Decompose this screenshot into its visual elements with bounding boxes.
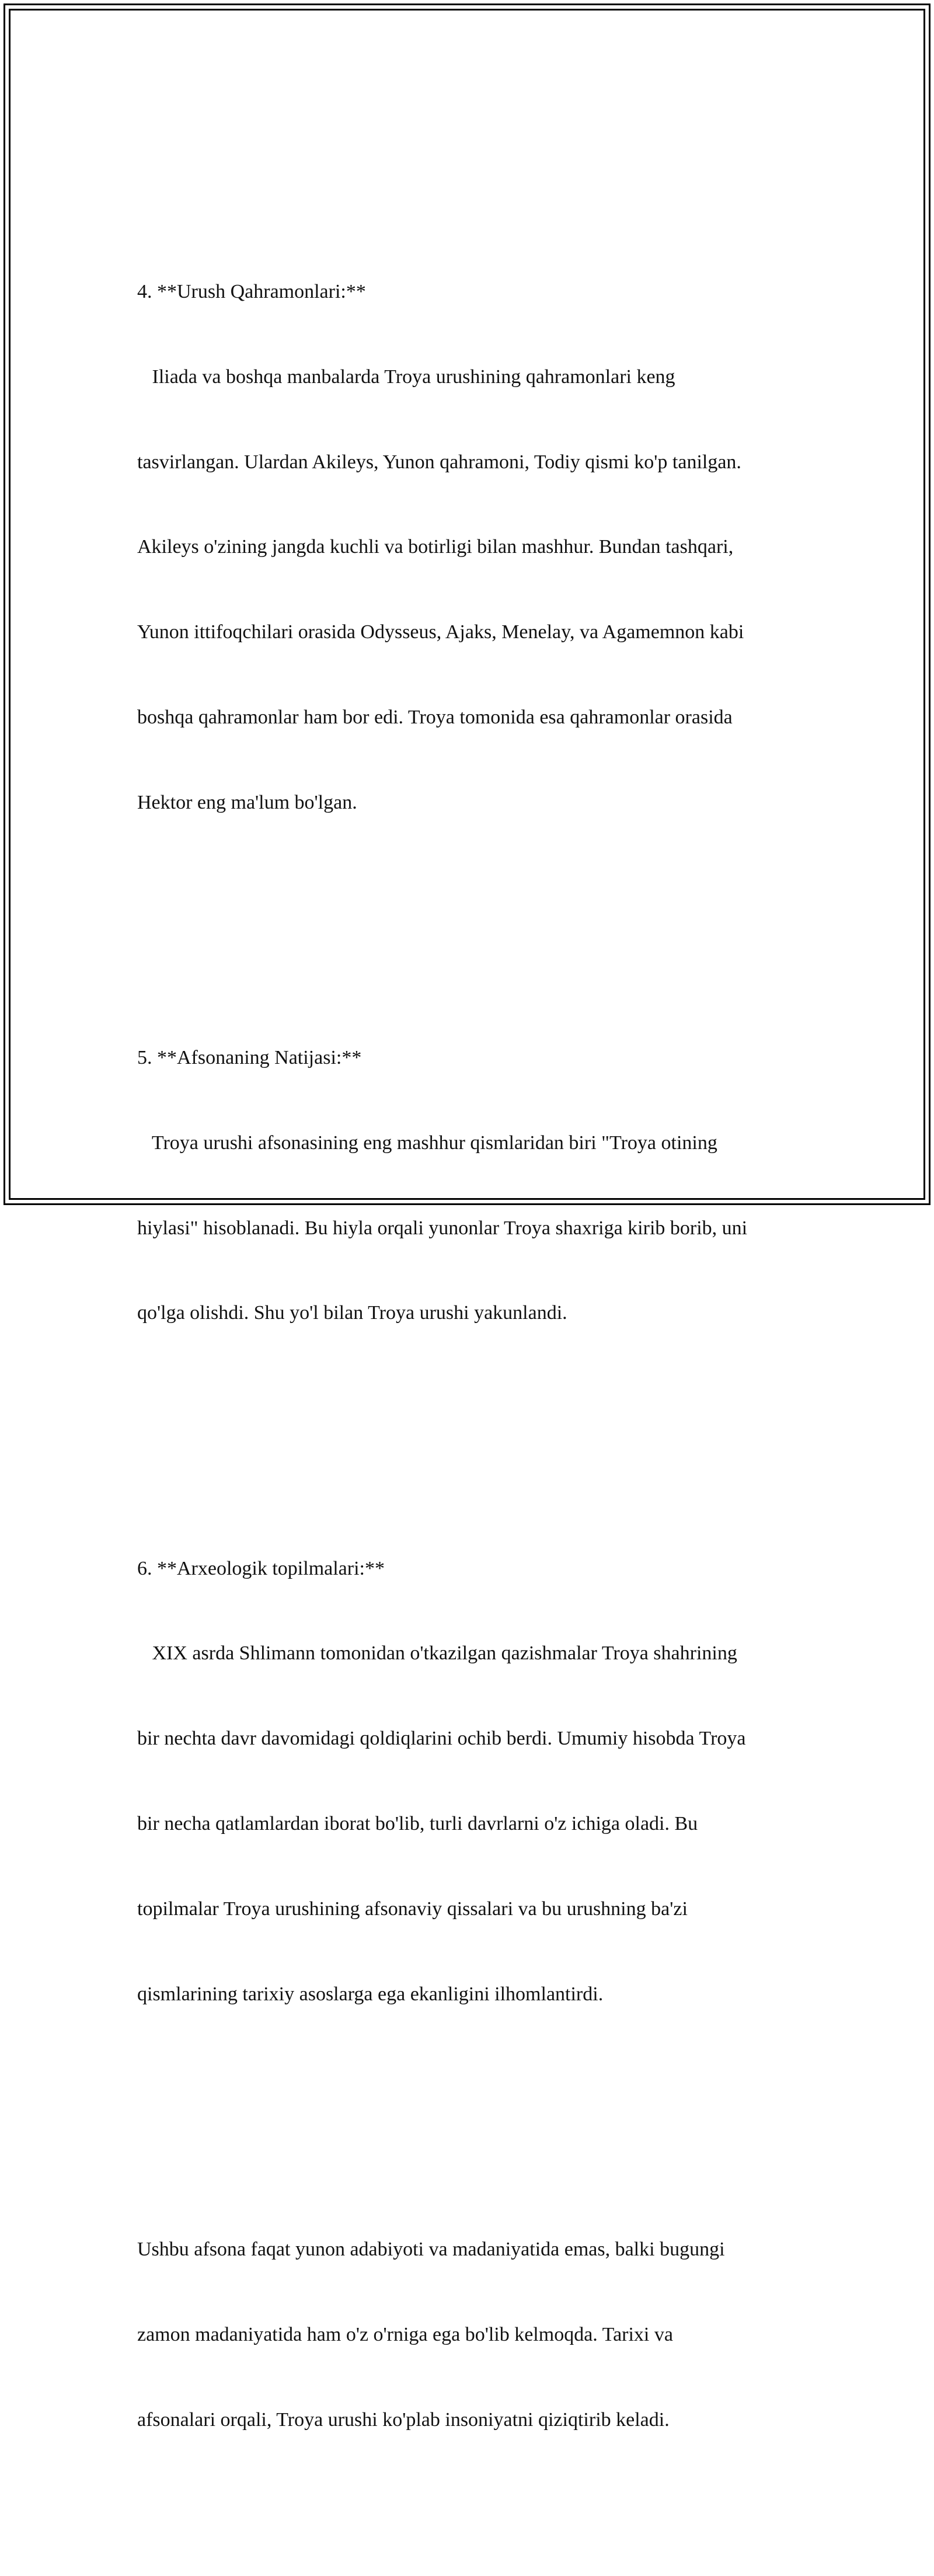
section-heading: 6. **Arxeologik topilmalari:** — [137, 1557, 385, 1579]
paragraph-line: Akileys o'zining jangda kuchli va botirligi bilan mashhur. Bundan tashqari, — [137, 536, 734, 558]
section-afsonaning-natijasi — [137, 987, 808, 1384]
paragraph-line: tasvirlangan. Ulardan Akileys, Yunon qahramoni, Todiy qismi ko'p tanilgan. — [137, 451, 741, 473]
section-arxeologik-topilmalari — [137, 1498, 808, 2066]
section-heading: 4. **Urush Qahramonlari:** — [137, 280, 366, 302]
section-urush-qahramonlari — [137, 221, 808, 874]
paragraph-line: Iliada va boshqa manbalarda Troya urushining qahramonlari keng — [137, 365, 675, 388]
closing-paragraph — [137, 2179, 808, 2491]
paragraph-line: Hektor eng ma'lum bo'lgan. — [137, 791, 357, 813]
paragraph-line: topilmalar Troya urushining afsonaviy qissalari va bu urushning ba'zi — [137, 1898, 688, 1920]
paragraph-line: XIX asrda Shlimann tomonidan o'tkazilgan qazishmalar Troya shahrining — [137, 1642, 737, 1665]
paragraph-line: hiylasi" hisoblanadi. Bu hiyla orqali yunonlar Troya shaxriga kirib borib, uni — [137, 1217, 748, 1239]
paragraph-line: zamon madaniyatida ham o'z o'rniga ega bo'lib kelmoqda. Tarixi va — [137, 2323, 673, 2345]
paragraph-line: Ushbu afsona faqat yunon adabiyoti va madaniyatida emas, balki bugungi — [137, 2238, 725, 2260]
paragraph-line: boshqa qahramonlar ham bor edi. Troya tomonida esa qahramonlar orasida — [137, 706, 733, 728]
paragraph-line: bir nechta davr davomidagi qoldiqlarini ochib berdi. Umumiy hisobda Troya — [137, 1728, 746, 1750]
paragraph-line: qo'lga olishdi. Shu yo'l bilan Troya urushi yakunlandi. — [137, 1302, 567, 1324]
paragraph-line: Yunon ittifoqchilari orasida Odysseus, Ajaks, Menelay, va Agamemnon kabi — [137, 621, 744, 643]
paragraph-line: afsonalari orqali, Troya urushi ko'plab insoniyatni qiziqtirib keladi. — [137, 2408, 670, 2431]
section-heading: 5. **Afsonaning Natijasi:** — [137, 1047, 362, 1068]
paragraph-line: qismlarining tarixiy asoslarga ega ekanligini ilhomlantirdi. — [137, 1983, 604, 2005]
document-body — [137, 136, 808, 2576]
paragraph-line: Troya urushi afsonasining eng mashhur qismlaridan biri "Troya otining — [137, 1132, 717, 1154]
paragraph-line: bir necha qatlamlardan iborat bo'lib, turli davrlarni o'z ichiga oladi. Bu — [137, 1813, 698, 1835]
